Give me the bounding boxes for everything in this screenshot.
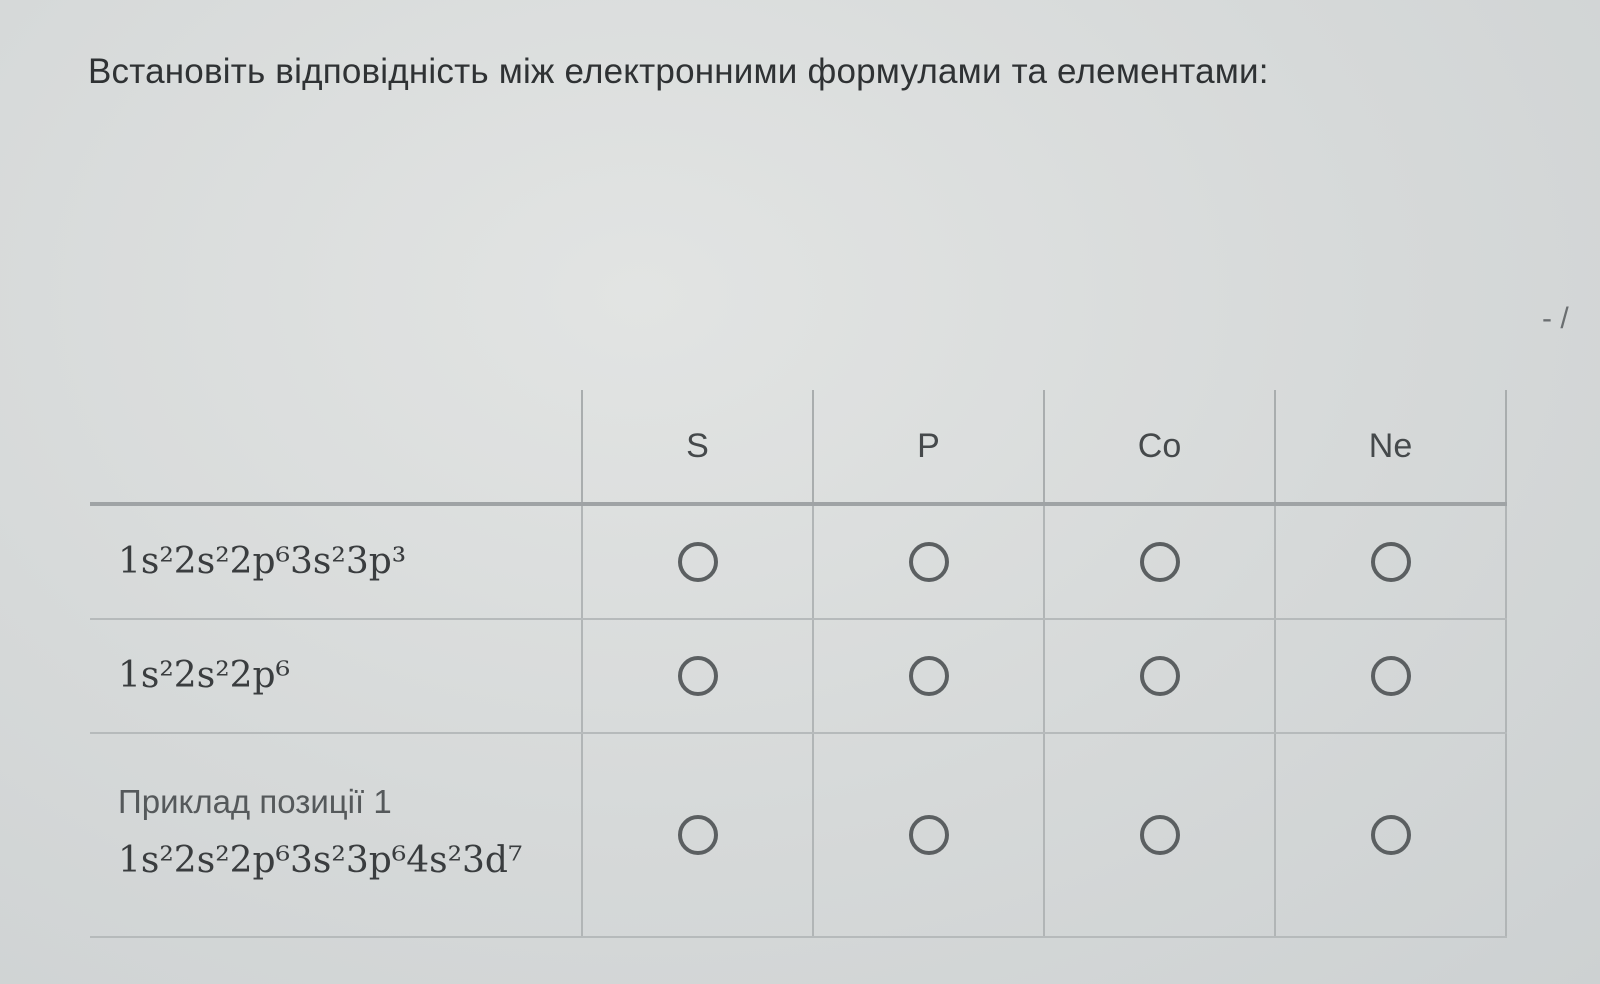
- option-cell: [813, 733, 1044, 937]
- option-cell: [582, 619, 813, 733]
- table-row: [90, 504, 1506, 619]
- table-row: [90, 733, 1506, 937]
- row-label-header: [90, 390, 582, 504]
- option-cell: [582, 504, 813, 619]
- column-header-s: S: [582, 390, 813, 504]
- matching-grid: [90, 390, 1507, 938]
- row-label: [90, 733, 582, 937]
- radio-row1-p[interactable]: [909, 542, 949, 582]
- question-text: Встановіть відповідність між електронними формулами та елементами:: [88, 52, 1269, 91]
- option-cell: [813, 504, 1044, 619]
- row-label: [90, 504, 582, 619]
- option-cell: [1044, 504, 1275, 619]
- radio-row3-co[interactable]: [1140, 815, 1180, 855]
- option-cell: [1275, 733, 1506, 937]
- electron-formula: 1s²2s²2p⁶3s²3p⁶4s²3d⁷: [118, 839, 523, 881]
- option-cell: [1044, 619, 1275, 733]
- table-row: [90, 619, 1506, 733]
- radio-row1-ne[interactable]: [1371, 542, 1411, 582]
- radio-row2-p[interactable]: [909, 656, 949, 696]
- option-cell: [582, 733, 813, 937]
- option-cell: [1275, 619, 1506, 733]
- row-label: [90, 619, 582, 733]
- radio-row2-ne[interactable]: [1371, 656, 1411, 696]
- column-header-ne: Ne: [1275, 390, 1506, 504]
- electron-formula: 1s²2s²2p⁶: [118, 654, 291, 696]
- column-header-co: Co: [1044, 390, 1275, 504]
- radio-row2-s[interactable]: [678, 656, 718, 696]
- grid-header-row: [90, 390, 1506, 504]
- radio-row3-p[interactable]: [909, 815, 949, 855]
- radio-row1-co[interactable]: [1140, 542, 1180, 582]
- option-cell: [1044, 733, 1275, 937]
- corner-mark: - /: [1542, 302, 1569, 335]
- radio-row2-co[interactable]: [1140, 656, 1180, 696]
- radio-row1-s[interactable]: [678, 542, 718, 582]
- column-header-p: P: [813, 390, 1044, 504]
- example-label: Приклад позиції 1: [118, 782, 392, 820]
- radio-row3-ne[interactable]: [1371, 815, 1411, 855]
- option-cell: [813, 619, 1044, 733]
- option-cell: [1275, 504, 1506, 619]
- radio-row3-s[interactable]: [678, 815, 718, 855]
- electron-formula: 1s²2s²2p⁶3s²3p³: [118, 540, 407, 582]
